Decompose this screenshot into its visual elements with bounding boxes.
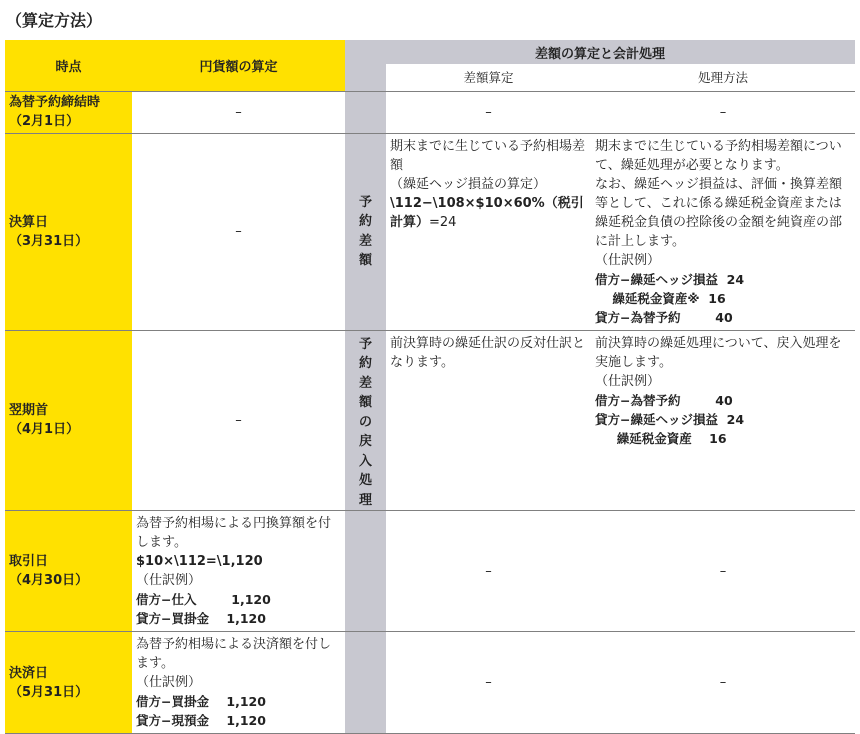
page-title: （算定方法） (6, 11, 103, 30)
header-diff-group: 差額の算定と会計処理 (345, 40, 855, 64)
table-row-contract (5, 91, 855, 133)
transaction-side-spacer (345, 511, 386, 632)
next-open-entry-1: 借方−為替予約 40 (595, 392, 733, 408)
closing-entry-3: 貸方−為替予約 40 (595, 309, 733, 325)
header-method: 処理方法 (698, 70, 749, 86)
settlement-method-dash: – (719, 675, 727, 690)
row-label-closing: 決算日 （3月31日） (5, 133, 132, 330)
contract-yen-dash: – (235, 104, 242, 120)
transaction-entry-2: 貸方−買掛金 1,120 (136, 611, 266, 626)
settlement-entry-1: 借方−買掛金 1,120 (136, 694, 266, 709)
next-open-entry-2: 貸方−繰延ヘッジ損益 24 (595, 411, 745, 427)
closing-entry-1: 借方−繰延ヘッジ損益 24 (595, 271, 745, 287)
next-open-diff-calc: 前決算時の繰延仕訳の反対仕訳となります。 (390, 335, 586, 370)
transaction-entry-1: 借方−仕入 1,120 (136, 592, 271, 607)
calculation-method-table (5, 40, 855, 734)
settlement-diff-dash: – (485, 675, 492, 690)
transaction-method-dash: – (719, 563, 727, 579)
header-time: 時点 (5, 40, 132, 91)
settlement-entry-2: 貸方−現預金 1,120 (136, 713, 266, 728)
row-label-next-open: 翌期首 （4月1日） (5, 330, 132, 511)
closing-diff-calc: 期末までに生じている予約相場差額 （繰延ヘッジ損益の算定） \112−\108×$10×60%（税引計算）=24 (390, 138, 586, 230)
header-diff-calc: 差額算定 (463, 70, 514, 86)
contract-method-dash: – (719, 104, 727, 120)
contract-diff-dash: – (485, 104, 492, 120)
side-label-forward-diff: 予 約 差 額 (345, 133, 386, 330)
row-label-transaction: 取引日 （4月30日） (5, 511, 132, 632)
closing-method: 期末までに生じている予約相場差額について、繰延処理が必要となります。 なお、繰延ヘッジ損益は、評価・換算差額等として、これに係る繰延税金資産または繰延税金負債の控除後の金額を純資産の部に計上します。 （仕訳例） 借方−繰延ヘッジ損益 24 繰延税金資産※ 16 貸方−為替予約 40 (591, 133, 855, 330)
header-yen-amount: 円貨額の算定 (132, 40, 345, 91)
closing-yen-dash: – (235, 224, 242, 239)
table-row-closing (5, 133, 855, 330)
table-row-transaction (5, 511, 855, 632)
next-open-entry-3: 繰延税金資産 16 (595, 430, 727, 446)
contract-side-spacer (345, 91, 386, 133)
settlement-side-spacer (345, 632, 386, 734)
next-open-yen-dash: – (235, 412, 242, 428)
settlement-yen-amount: 為替予約相場による決済額を付します。 （仕訳例） 借方−買掛金 1,120 貸方−現預金 1,120 (132, 632, 345, 734)
closing-entry-2: 繰延税金資産※ 16 (595, 290, 726, 306)
row-label-settlement: 決済日 （5月31日） (5, 632, 132, 734)
header-side-spacer (345, 64, 386, 91)
side-label-forward-diff-reversal: 予 約 差 額 の 戻 入 処 理 (345, 330, 386, 511)
transaction-yen-amount: 為替予約相場による円換算額を付します。 $10×\112=\1,120 （仕訳例） 借方−仕入 1,120 貸方−買掛金 1,120 (132, 511, 345, 632)
next-open-method: 前決算時の繰延処理について、戻入処理を実施します。 （仕訳例） 借方−為替予約 40 貸方−繰延ヘッジ損益 24 繰延税金資産 16 (591, 330, 855, 511)
transaction-diff-dash: – (485, 563, 492, 579)
table-row-next-open (5, 330, 855, 511)
table-row-settlement (5, 632, 855, 734)
row-label-contract: 為替予約締結時 （2月1日） (5, 91, 132, 133)
